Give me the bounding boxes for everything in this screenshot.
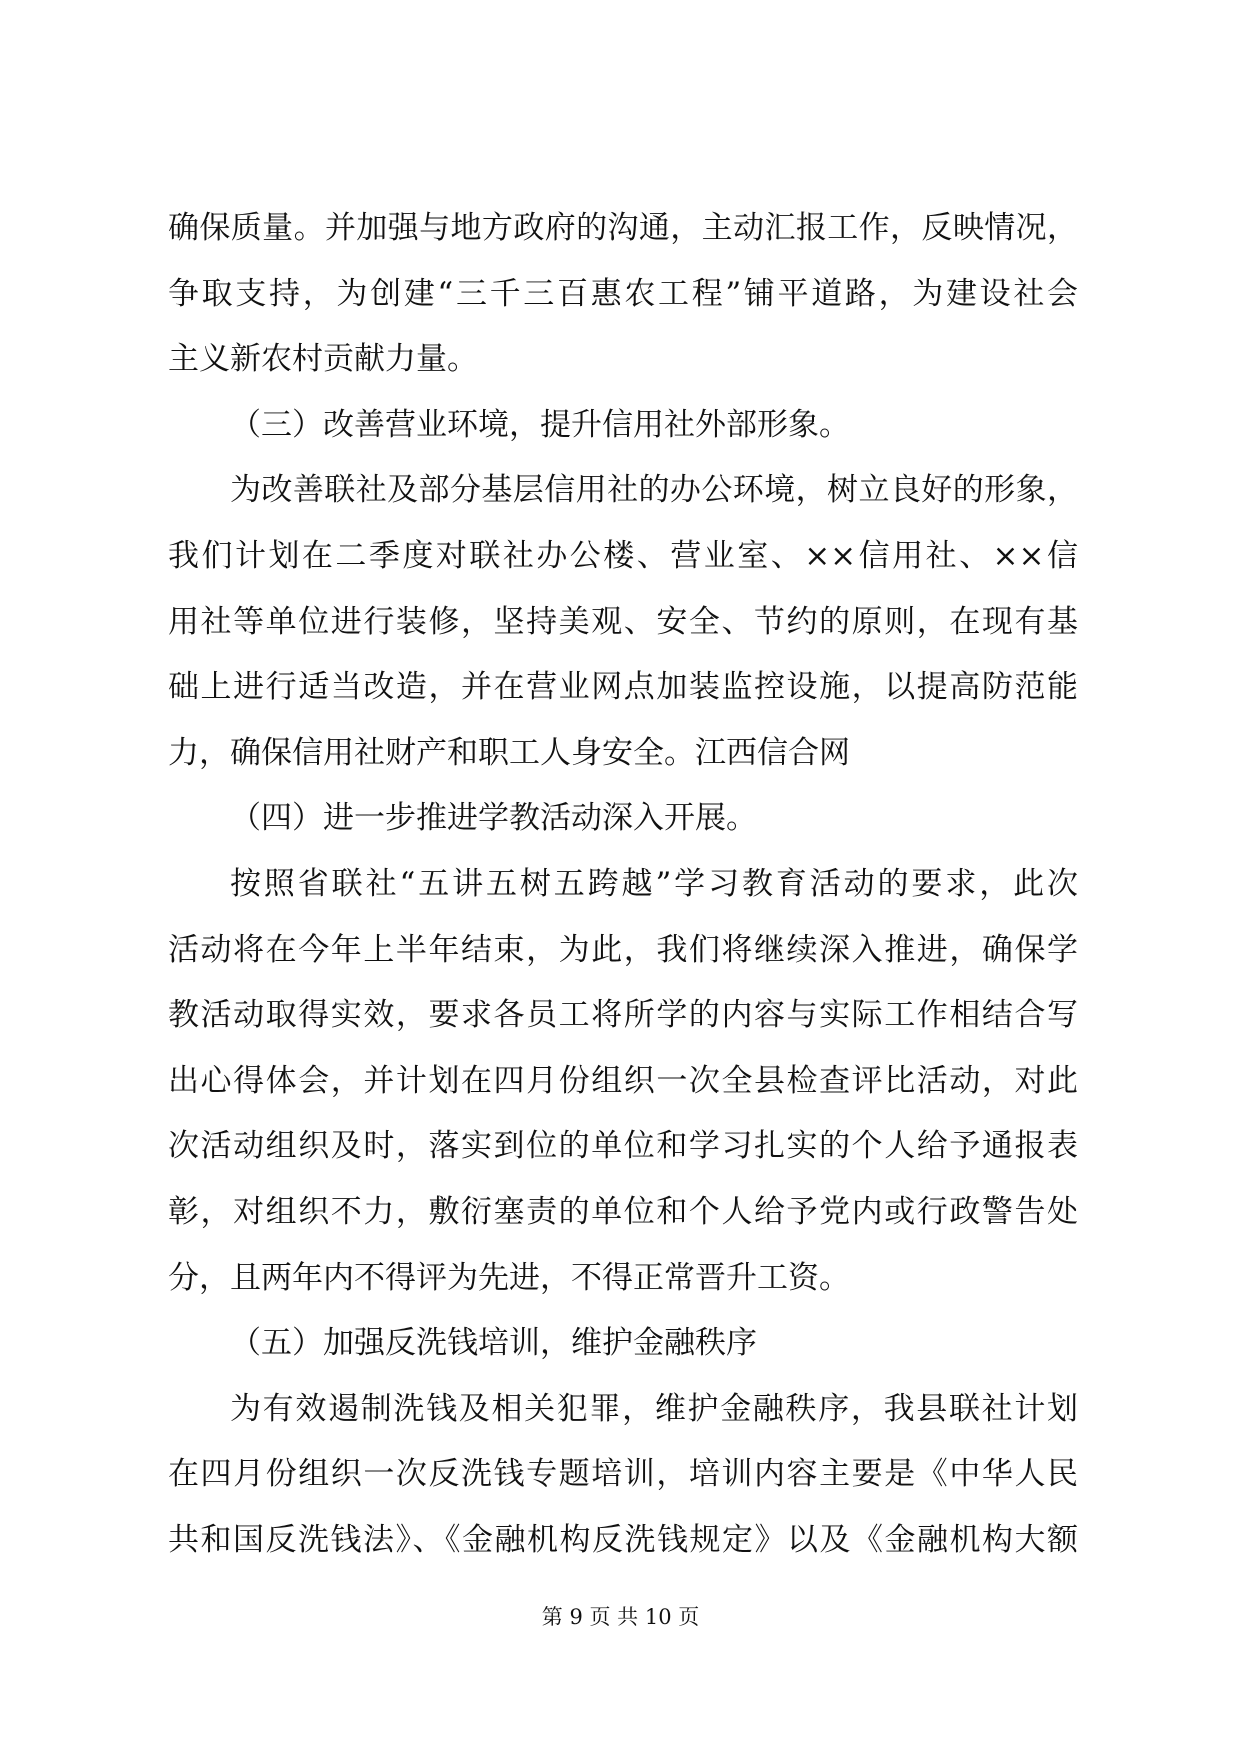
section-heading-4: （四）进一步推进学教活动深入开展。: [230, 800, 757, 837]
text-line: 争取支持，为创建“三千三百惠农工程”铺平道路，为建设社会: [168, 275, 1078, 312]
section-heading-5: （五）加强反洗钱培训，维护金融秩序: [230, 1325, 757, 1362]
text-line: 为改善联社及部分基层信用社的办公环境，树立良好的形象，: [230, 472, 1078, 509]
text-line: 出心得体会，并计划在四月份组织一次全县检查评比活动，对此: [168, 1062, 1078, 1099]
text-line: 础上进行适当改造，并在营业网点加装监控设施，以提高防范能: [168, 669, 1078, 706]
section-heading-3: （三）改善营业环境，提升信用社外部形象。: [230, 406, 850, 443]
text-line: 活动将在今年上半年结束，为此，我们将继续深入推进，确保学: [168, 931, 1078, 968]
text-line: 主义新农村贡献力量。: [168, 341, 478, 378]
text-line: 次活动组织及时，落实到位的单位和学习扎实的个人给予通报表: [168, 1128, 1078, 1165]
text-line: 教活动取得实效，要求各员工将所学的内容与实际工作相结合写: [168, 997, 1078, 1034]
text-line: 分，且两年内不得评为先进，不得正常晋升工资。: [168, 1259, 850, 1296]
text-line: 在四月份组织一次反洗钱专题培训，培训内容主要是《中华人民: [168, 1456, 1078, 1493]
text-line: 用社等单位进行装修，坚持美观、安全、节约的原则，在现有基: [168, 603, 1078, 640]
text-line: 彰，对组织不力，敷衍塞责的单位和个人给予党内或行政警告处: [168, 1193, 1078, 1230]
document-body: [168, 196, 1078, 1573]
text-line: 我们计划在二季度对联社办公楼、营业室、××信用社、××信: [168, 537, 1078, 574]
page-footer: 第 9 页 共 10 页: [541, 1605, 700, 1629]
text-line: 共和国反洗钱法》、《金融机构反洗钱规定》以及《金融机构大额: [168, 1521, 1078, 1558]
text-line: 为有效遏制洗钱及相关犯罪，维护金融秩序，我县联社计划: [230, 1390, 1078, 1427]
text-line: 力，确保信用社财产和职工人身安全。江西信合网: [168, 734, 850, 771]
text-line: 确保质量。并加强与地方政府的沟通，主动汇报工作，反映情况，: [168, 210, 1078, 246]
text-line: 按照省联社“五讲五树五跨越”学习教育活动的要求，此次: [230, 865, 1078, 902]
